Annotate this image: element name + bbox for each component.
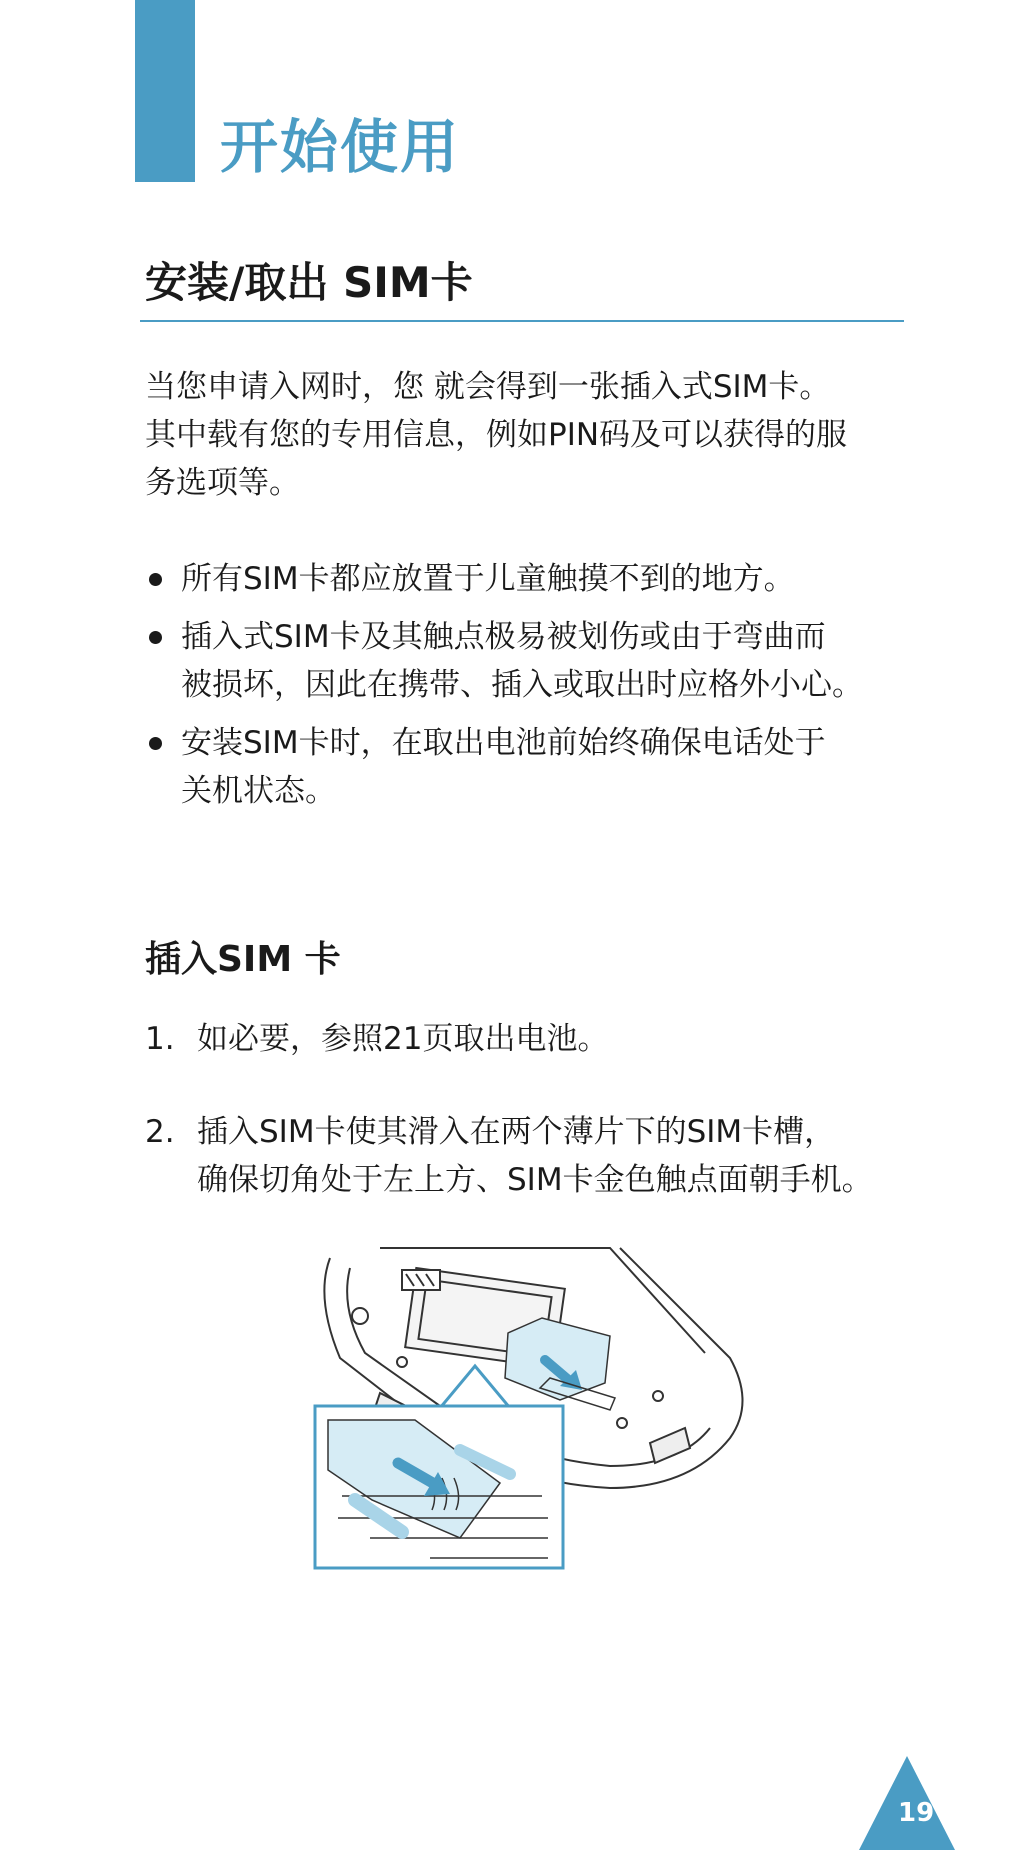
- precaution-item: [145, 555, 920, 603]
- precaution-line: 插入式SIM卡及其触点极易被划伤或由于弯曲而: [181, 619, 826, 655]
- subsection-title: 插入SIM 卡: [145, 939, 341, 980]
- bullet-dot-icon: [149, 573, 162, 586]
- step-number: 2.: [145, 1114, 175, 1150]
- step-item: [145, 1108, 935, 1204]
- step-line: 确保切角处于左上方、SIM卡金色触点面朝手机。: [197, 1162, 873, 1198]
- section-title: 安装/取出 SIM卡: [145, 258, 473, 307]
- page-number: 19: [898, 1798, 935, 1828]
- intro-line: 务选项等。: [145, 465, 300, 501]
- chapter-title: 开始使用: [220, 113, 461, 181]
- step-line: 如必要，参照21页取出电池。: [197, 1021, 609, 1057]
- step-item: [145, 1015, 935, 1063]
- intro-line: 当您申请入网时，您 就会得到一张插入式SIM卡。: [145, 369, 831, 405]
- bullet-dot-icon: [149, 737, 162, 750]
- zoom-detail-box: [315, 1406, 563, 1568]
- precaution-list: [145, 555, 920, 825]
- precaution-line: 被损坏，因此在携带、插入或取出时应格外小心。: [181, 667, 863, 703]
- chapter-accent-bar: [135, 0, 195, 182]
- bullet-dot-icon: [149, 631, 162, 644]
- precaution-item: [145, 613, 920, 709]
- sim-insertion-illustration: [310, 1238, 760, 1638]
- precaution-item: [145, 719, 920, 815]
- section-divider: [140, 320, 904, 322]
- precaution-line: 所有SIM卡都应放置于儿童触摸不到的地方。: [181, 561, 795, 597]
- intro-line: 其中载有您的专用信息，例如PIN码及可以获得的服: [145, 417, 848, 453]
- step-line: 插入SIM卡使其滑入在两个薄片下的SIM卡槽，: [197, 1114, 836, 1150]
- intro-paragraph: [145, 363, 915, 507]
- precaution-line: 安装SIM卡时，在取出电池前始终确保电话处于: [181, 725, 826, 761]
- step-number: 1.: [145, 1021, 175, 1057]
- precaution-line: 关机状态。: [181, 773, 336, 809]
- step-list: [145, 1015, 935, 1204]
